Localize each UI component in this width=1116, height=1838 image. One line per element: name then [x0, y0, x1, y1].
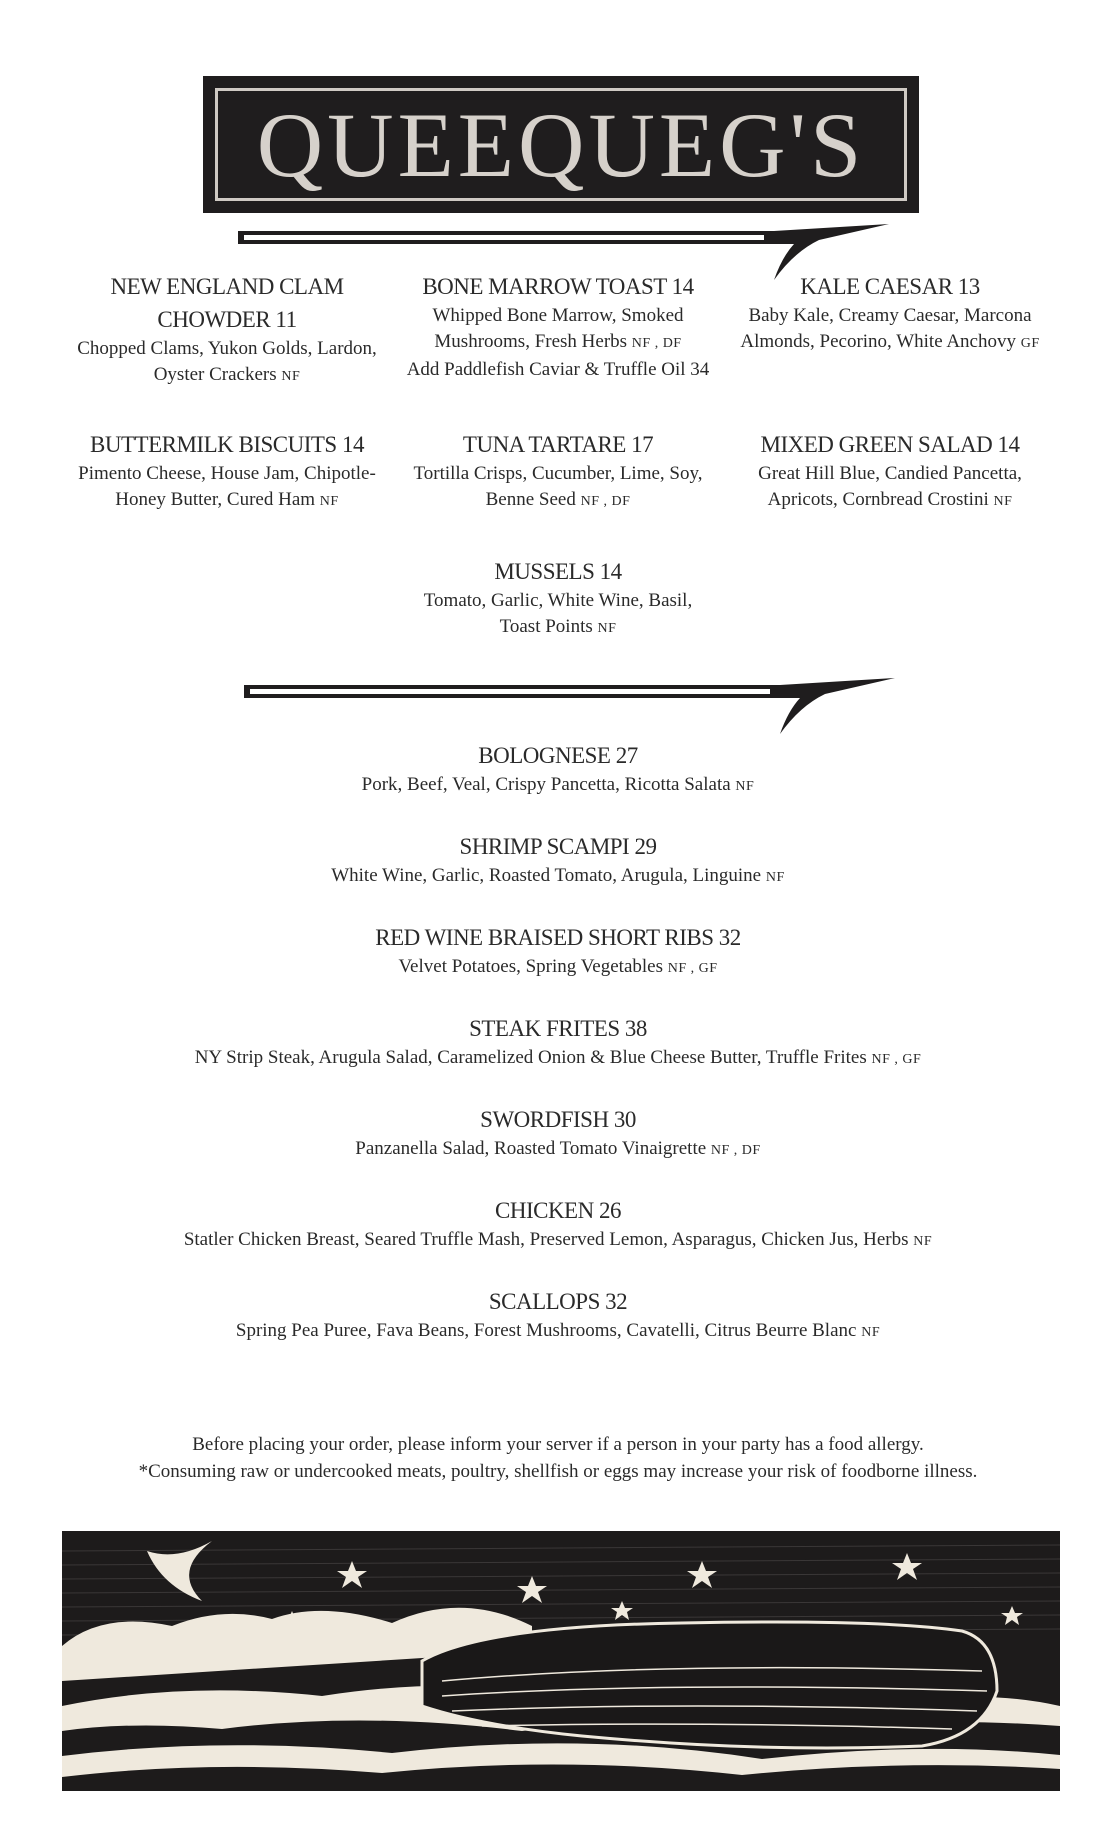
- allergy-notice: [0, 1431, 1116, 1485]
- menu-item: [0, 831, 1116, 922]
- diet-tag: NF: [735, 779, 755, 794]
- item-title: STEAK FRITES 38: [469, 1016, 647, 1041]
- item-title: BUTTERMILK BISCUITS 14: [90, 432, 364, 457]
- item-title: MUSSELS 14: [494, 559, 622, 584]
- menu-item: [725, 270, 1055, 357]
- item-title: TUNA TARTARE 17: [462, 432, 654, 457]
- menu-item: [0, 740, 1116, 831]
- entree-list: [0, 740, 1116, 1377]
- item-title: NEW ENGLAND CLAM CHOWDER 11: [110, 274, 344, 332]
- item-description: Pimento Cheese, House Jam, Chipotle-Honey Butter, Cured Ham NF: [78, 463, 376, 510]
- diet-tag: NF: [913, 1234, 933, 1249]
- item-description: Panzanella Salad, Roasted Tomato Vinaigrette NF , DF: [355, 1138, 761, 1159]
- item-title: BOLOGNESE 27: [478, 743, 638, 768]
- menu-item: [388, 270, 728, 383]
- item-title: BONE MARROW TOAST 14: [422, 274, 694, 299]
- harpoon-divider-icon: [240, 676, 900, 738]
- menu-item: [0, 1013, 1116, 1104]
- item-description: Great Hill Blue, Candied Pancetta, Apricots, Cornbread Crostini NF: [758, 463, 1022, 510]
- diet-tag: NF: [765, 870, 785, 885]
- allergy-text: Before placing your order, please inform your server if a person in your party has a food allergy.: [192, 1434, 924, 1455]
- item-title: CHICKEN 26: [495, 1198, 621, 1223]
- diet-tag: NF , DF: [580, 494, 631, 509]
- foodborne-warning: *Consuming raw or undercooked meats, poultry, shellfish or eggs may increase your risk of foodborne illness.: [138, 1461, 978, 1482]
- logo-frame: [215, 88, 907, 201]
- item-description: Tomato, Garlic, White Wine, Basil, Toast Points NF: [423, 590, 693, 637]
- item-description: Tortilla Crisps, Cucumber, Lime, Soy, Benne Seed NF , DF: [413, 463, 703, 510]
- item-title: SWORDFISH 30: [480, 1107, 636, 1132]
- menu-item: [57, 270, 397, 390]
- item-title: SCALLOPS 32: [488, 1289, 628, 1314]
- item-description: Baby Kale, Creamy Caesar, Marcona Almonds, Pecorino, White Anchovy GF: [740, 305, 1040, 352]
- menu-item: [725, 428, 1055, 515]
- item-title: SHRIMP SCAMPI 29: [459, 834, 657, 859]
- restaurant-logo: [203, 76, 919, 213]
- item-addon: Add Paddlefish Caviar & Truffle Oil 34: [406, 359, 710, 380]
- logo-text: QUEEQUEG'S: [256, 93, 866, 196]
- diet-tag: NF: [597, 621, 617, 636]
- item-description: Chopped Clams, Yukon Golds, Lardon, Oyster Crackers NF: [77, 338, 377, 385]
- whale-woodcut-icon: [62, 1531, 1060, 1791]
- menu-item: [388, 428, 728, 515]
- diet-tag: NF: [861, 1325, 881, 1340]
- diet-tag: NF: [281, 369, 301, 384]
- item-description: Statler Chicken Breast, Seared Truffle Mash, Preserved Lemon, Asparagus, Chicken Jus, Herbs NF: [183, 1229, 933, 1250]
- item-title: KALE CAESAR 13: [800, 274, 980, 299]
- menu-item: [0, 1286, 1116, 1377]
- item-description: Velvet Potatoes, Spring Vegetables NF , GF: [398, 956, 718, 977]
- diet-tag: GF: [1020, 336, 1040, 351]
- item-description: Pork, Beef, Veal, Crispy Pancetta, Ricotta Salata NF: [361, 774, 755, 795]
- menu-item: [408, 555, 708, 642]
- menu-item: [0, 1195, 1116, 1286]
- diet-tag: NF , DF: [631, 336, 682, 351]
- diet-tag: NF , DF: [710, 1143, 761, 1158]
- diet-tag: NF: [993, 494, 1013, 509]
- item-description: NY Strip Steak, Arugula Salad, Caramelized Onion & Blue Cheese Butter, Truffle Frites NF , GF: [194, 1047, 922, 1068]
- menu-item: [0, 1104, 1116, 1195]
- menu-item: [57, 428, 397, 515]
- menu-item: [0, 922, 1116, 1013]
- item-description: Spring Pea Puree, Fava Beans, Forest Mushrooms, Cavatelli, Citrus Beurre Blanc NF: [235, 1320, 881, 1341]
- item-description: Whipped Bone Marrow, Smoked Mushrooms, Fresh Herbs NF , DF: [432, 305, 684, 352]
- diet-tag: NF , GF: [667, 961, 718, 976]
- diet-tag: NF: [319, 494, 339, 509]
- diet-tag: NF , GF: [871, 1052, 922, 1067]
- item-description: White Wine, Garlic, Roasted Tomato, Arugula, Linguine NF: [331, 865, 785, 886]
- item-title: RED WINE BRAISED SHORT RIBS 32: [375, 925, 741, 950]
- item-title: MIXED GREEN SALAD 14: [760, 432, 1020, 457]
